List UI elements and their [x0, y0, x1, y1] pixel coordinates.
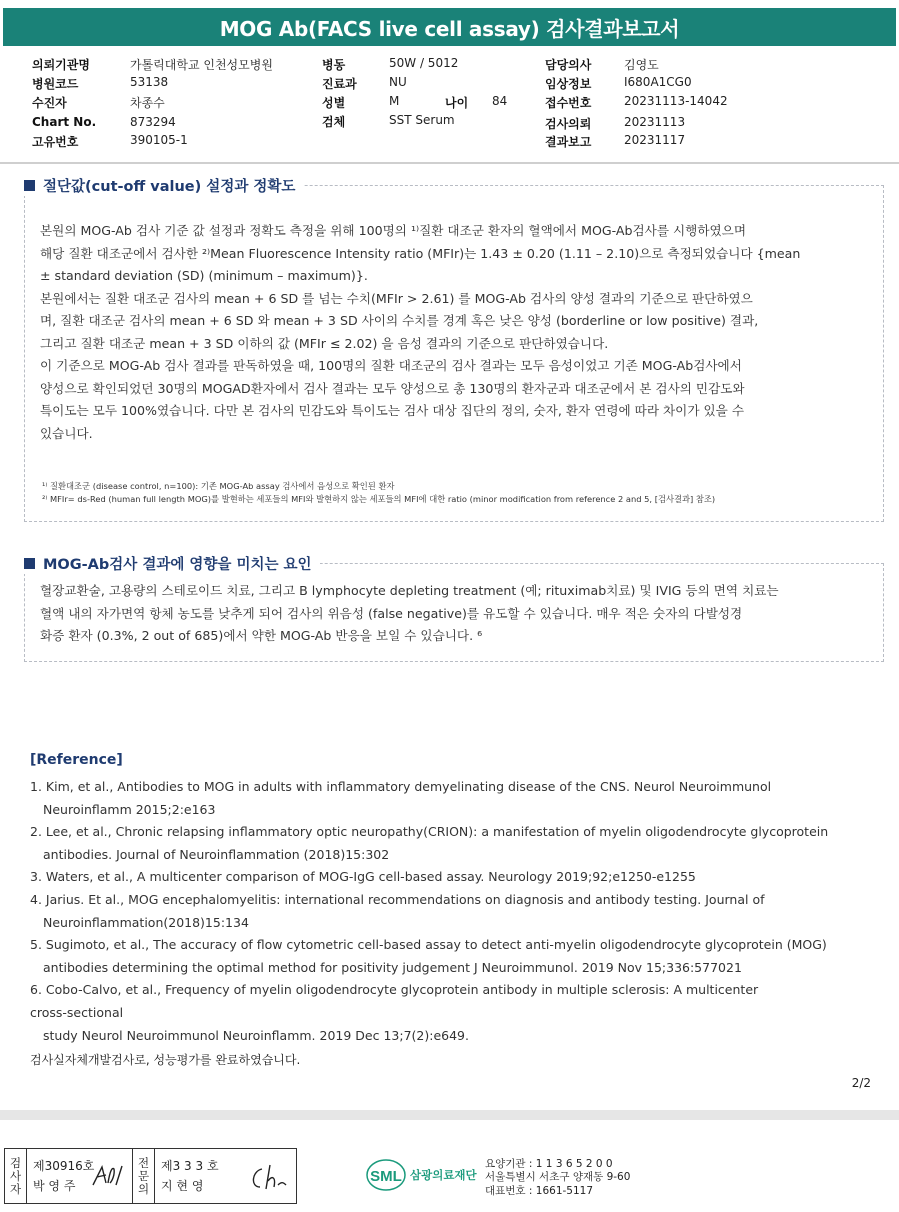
tester-signature-icon [90, 1163, 124, 1189]
info-value: 차종수 [130, 96, 165, 110]
info-value: M [389, 94, 400, 108]
body-line: 있습니다. [40, 425, 93, 441]
age-label: 나이 [445, 96, 469, 110]
info-value: 53138 [130, 75, 169, 89]
age-value: 84 [492, 94, 508, 108]
doctor-signature-icon [248, 1163, 288, 1193]
info-label: 진료과 [322, 77, 357, 91]
vertical-label-char: 의 [137, 1181, 150, 1196]
body-line: 해당 질환 대조군에서 검사한 ²⁾Mean Fluorescence Intensity ratio (MFIr)는 1.43 ± 0.20 (1.11 – 2.10)으로 측정되었습니다 {mean [40, 245, 801, 261]
footnote-1: ¹⁾ 질환대조군 (disease control, n=100): 기존 MOG-Ab assay 검사에서 음성으로 확인된 환자 [42, 481, 395, 491]
body-line: 본원의 MOG-Ab 검사 기준 값 설정과 정확도 측정을 위해 100명의 ¹⁾질환 대조군 환자의 혈액에서 MOG-Ab검사를 시행하였으며 [40, 223, 747, 238]
vertical-label-char: 자 [9, 1181, 22, 1196]
tester-license-no: 제30916호 [33, 1159, 95, 1173]
reference-line: 6. Cobo-Calvo, et al., Frequency of myelin oligodendrocyte glycoprotein antibody in multiple sclerosis: A multicenter [30, 982, 759, 998]
body-line: 혈장교환술, 고용량의 스테로이드 치료, 그리고 B lymphocyte depleting treatment (예; rituximab치료) 및 IVIG 등의 면역 치료는 [40, 583, 779, 598]
reference-line: 5. Sugimoto, et al., The accuracy of flow cytometric cell-based assay to detect anti-myelin oligodendrocyte glycoprotein (MOG) [30, 937, 827, 953]
info-label: 검사의뢰 [545, 117, 592, 131]
info-label: 의뢰기관명 [32, 58, 90, 72]
reference-list [30, 776, 880, 1047]
body-line: ± standard deviation (SD) (minimum – maximum)}. [40, 268, 368, 283]
reference-line: antibodies. Journal of Neuroinflammation (2018)15:302 [43, 846, 390, 862]
cutoff-section-title [24, 175, 303, 196]
vertical-label-char: 전 [137, 1155, 150, 1170]
reference-line: 2. Lee, et al., Chronic relapsing inflammatory optic neuropathy(CRION): a manifestation of myelin oligodendrocyte glycoprotein [30, 824, 829, 840]
info-label: Chart No. [32, 115, 97, 129]
vertical-label-char: 검 [9, 1155, 22, 1170]
body-line: 그리고 질환 대조군 mean + 3 SD 이하의 값 (MFIr ≤ 2.02) 을 음성 결과의 기준으로 판단하였습니다. [40, 335, 609, 351]
reference-line: Neuroinflamm 2015;2:e163 [43, 801, 216, 817]
doctor-cell [155, 1149, 296, 1203]
body-line: 며, 질환 대조군 검사의 mean + 6 SD 와 mean + 3 SD 사이의 수치를 경계 혹은 낮은 양성 (borderline or low positive) 결과, [40, 313, 759, 328]
body-line: 화증 환자 (0.3%, 2 out of 685)에서 약한 MOG-Ab 반응을 보일 수 있습니다. ⁶ [40, 628, 483, 643]
header-divider [0, 162, 899, 164]
sml-logo-icon [366, 1158, 406, 1192]
info-label: 병원코드 [32, 77, 79, 91]
info-value: 20231117 [624, 133, 686, 147]
body-line: 혈액 내의 자가면역 항체 농도를 낮추게 되어 검사의 위음성 (false negative)를 유도할 수 있습니다. 매우 적은 숫자의 다발성경 [40, 605, 743, 621]
doctor-license-no: 제3 3 3 호 [161, 1159, 219, 1173]
sml-logo [366, 1158, 477, 1192]
info-value: I680A1CG0 [624, 75, 692, 89]
reference-line: study Neurol Neuroimmunol Neuroinflamm. 2019 Dec 13;7(2):e649. [43, 1027, 469, 1043]
doctor-vertical-label [133, 1149, 155, 1203]
bottom-band [0, 1110, 899, 1120]
info-label: 접수번호 [545, 96, 592, 110]
reference-line: Neuroinflammation(2018)15:134 [43, 914, 249, 930]
square-bullet-icon [24, 558, 35, 569]
doctor-name: 지 현 영 [161, 1179, 204, 1193]
institution-address [485, 1158, 630, 1198]
institution-address-line: 서울특별시 서초구 양재동 9-60 [485, 1171, 631, 1184]
vertical-label-char: 사 [9, 1168, 22, 1183]
section-title-text: 절단값(cut-off value) 설정과 정확도 [43, 179, 296, 195]
info-label: 담당의사 [545, 58, 592, 72]
logo-name: 삼광의료재단 [410, 1168, 477, 1182]
info-value: 20231113-14042 [624, 94, 728, 108]
info-label: 결과보고 [545, 135, 592, 149]
body-line: 본원에서는 질환 대조군 검사의 mean + 6 SD 를 넘는 수치(MFIr > 2.61) 를 MOG-Ab 검사의 양성 결과의 기준으로 판단하였으 [40, 290, 753, 306]
info-label: 수진자 [32, 96, 67, 110]
info-value: 390105-1 [130, 133, 188, 147]
page-number: 2/2 [851, 1076, 871, 1090]
info-value: 20231113 [624, 115, 686, 129]
validation-note: 검사실자체개발검사로, 성능평가를 완료하였습니다. [30, 1053, 301, 1067]
logo-mark-text: SML [370, 1168, 402, 1185]
institution-code: 요양기관 : 1 1 3 6 5 2 0 0 [485, 1158, 613, 1170]
reference-line: 3. Waters, et al., A multicenter comparison of MOG-IgG cell-based assay. Neurology 2019;92;e1250-e1255 [30, 869, 696, 885]
info-label: 검체 [322, 115, 346, 129]
report-title: MOG Ab(FACS live cell assay) 검사결과보고서 [3, 8, 896, 46]
info-value: 50W / 5012 [389, 56, 459, 70]
square-bullet-icon [24, 180, 35, 191]
info-label: 병동 [322, 58, 346, 72]
info-value: 873294 [130, 115, 176, 129]
cutoff-section-body [40, 220, 868, 445]
body-line: 양성으로 확인되었던 30명의 MOGAD환자에서 검사 결과는 모두 양성으로 총 130명의 환자군과 대조군에서 본 검사의 민감도와 [40, 380, 745, 396]
info-label: 성별 [322, 96, 346, 110]
signature-box [4, 1148, 297, 1204]
info-value: 가톨릭대학교 인천성모병원 [130, 58, 273, 72]
body-line: 특이도는 모두 100%였습니다. 다만 본 검사의 민감도와 특이도는 검사 대상 집단의 정의, 숫자, 환자 연령에 따라 차이가 있을 수 [40, 403, 745, 418]
tester-cell [27, 1149, 133, 1203]
body-line: 이 기준으로 MOG-Ab 검사 결과를 판독하였을 때, 100명의 질환 대조군의 검사 결과는 모두 음성이었고 기존 MOG-Ab검사에서 [40, 358, 742, 373]
reference-title: [Reference] [30, 752, 123, 768]
reference-line: 1. Kim, et al., Antibodies to MOG in adults with inflammatory demyelinating disease of the CNS. Neurol Neuroimmunol [30, 779, 772, 794]
institution-phone: 대표번호 : 1661-5117 [485, 1184, 594, 1197]
tester-vertical-label [5, 1149, 27, 1203]
info-value: SST Serum [389, 113, 455, 127]
reference-line: 4. Jarius. Et al., MOG encephalomyelitis: international recommendations on diagnosis and antibody testing. Journal of [30, 891, 765, 907]
vertical-label-char: 문 [137, 1168, 150, 1183]
info-value: 김영도 [624, 58, 659, 72]
factors-section-body [40, 580, 868, 648]
footnote-2: ²⁾ MFIr= ds-Red (human full length MOG)를 발현하는 세포들의 MFI와 발현하지 않는 세포들의 MFI에 대한 ratio (minor modification from reference 2 and 5, [검사결과] 참조) [42, 494, 716, 504]
info-label: 임상정보 [545, 77, 592, 91]
factors-section-title [24, 553, 320, 574]
reference-line: antibodies determining the optimal method for positivity judgement J Neuroimmunol. 2019 Nov 15;336:577021 [43, 959, 742, 975]
reference-line: cross-sectional [30, 1004, 124, 1020]
info-value: NU [389, 75, 407, 89]
tester-name: 박 영 주 [33, 1179, 76, 1193]
section-title-text: MOG-Ab검사 결과에 영향을 미치는 요인 [43, 557, 312, 573]
info-label: 고유번호 [32, 135, 79, 149]
